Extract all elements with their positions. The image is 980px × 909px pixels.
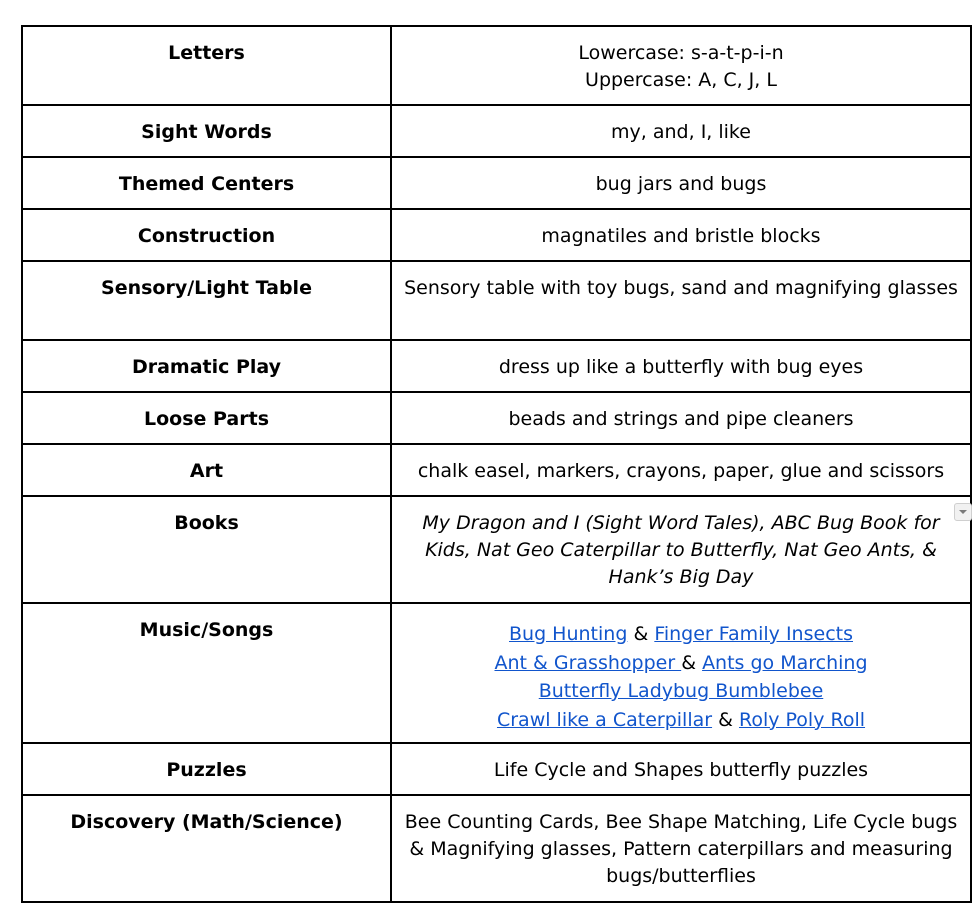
song-line [398, 706, 964, 735]
song-link-roly-poly-roll[interactable]: Roly Poly Roll [738, 708, 866, 731]
row-value-music [391, 603, 971, 743]
song-link-butterfly-ladybug-bumblebee[interactable]: Butterfly Ladybug Bumblebee [538, 680, 824, 702]
row-value-themed-centers: bug jars and bugs [391, 157, 971, 209]
row-label-construction: Construction [22, 209, 391, 261]
row-label-puzzles: Puzzles [22, 743, 391, 795]
song-line [398, 677, 964, 706]
cell-dropdown-arrow-icon[interactable] [954, 503, 972, 521]
song-separator: & [718, 708, 733, 731]
row-label-sight-words: Sight Words [22, 105, 391, 157]
song-link-bug-hunting[interactable]: Bug Hunting [509, 623, 628, 645]
table-row [22, 157, 971, 209]
table-row [22, 603, 971, 743]
row-label-letters: Letters [22, 26, 391, 105]
table-row [22, 261, 971, 340]
row-label-sensory: Sensory/Light Table [22, 261, 391, 340]
song-line [398, 649, 964, 678]
row-label-dramatic-play: Dramatic Play [22, 340, 391, 392]
books-list: My Dragon and I (Sight Word Tales), ABC Bug Book for Kids, Nat Geo Caterpillar to Butterfly, Nat Geo Ants, & Hank’s Big Day [422, 512, 940, 588]
row-label-books: Books [22, 496, 391, 603]
song-separator: & [633, 623, 649, 645]
table-row [22, 26, 971, 105]
row-value-letters [391, 26, 971, 105]
table-row [22, 209, 971, 261]
uppercase-letters: Uppercase: A, C, J, L [585, 69, 777, 91]
row-label-discovery: Discovery (Math/Science) [22, 795, 391, 902]
lowercase-letters: Lowercase: s-a-t-p-i-n [578, 42, 784, 64]
song-separator: & [681, 651, 697, 674]
table-row [22, 340, 971, 392]
table-row [22, 392, 971, 444]
row-value-puzzles: Life Cycle and Shapes butterfly puzzles [391, 743, 971, 795]
row-label-music: Music/Songs [22, 603, 391, 743]
table-row [22, 743, 971, 795]
row-label-themed-centers: Themed Centers [22, 157, 391, 209]
row-value-art: chalk easel, markers, crayons, paper, glue and scissors [391, 444, 971, 496]
song-link-crawl-like-caterpillar[interactable]: Crawl like a Caterpillar [496, 708, 713, 731]
row-value-construction: magnatiles and bristle blocks [391, 209, 971, 261]
song-link-finger-family-insects[interactable]: Finger Family Insects [654, 623, 853, 645]
row-value-sight-words: my, and, I, like [391, 105, 971, 157]
song-line [398, 620, 964, 649]
row-label-loose-parts: Loose Parts [22, 392, 391, 444]
row-value-sensory: Sensory table with toy bugs, sand and magnifying glasses [391, 261, 971, 340]
row-value-discovery: Bee Counting Cards, Bee Shape Matching, Life Cycle bugs & Magnifying glasses, Pattern caterpillars and measuring bugs/butterflies [391, 795, 971, 902]
table-row [22, 444, 971, 496]
row-value-dramatic-play: dress up like a butterfly with bug eyes [391, 340, 971, 392]
table-row [22, 795, 971, 902]
row-value-books [391, 496, 971, 603]
table-row [22, 105, 971, 157]
row-value-loose-parts: beads and strings and pipe cleaners [391, 392, 971, 444]
song-link-ants-go-marching[interactable]: Ants go Marching [702, 651, 868, 674]
song-link-ant-grasshopper[interactable]: Ant & Grasshopper [494, 651, 682, 674]
row-label-art: Art [22, 444, 391, 496]
table-row [22, 496, 971, 603]
weekly-plan-table [21, 25, 972, 903]
